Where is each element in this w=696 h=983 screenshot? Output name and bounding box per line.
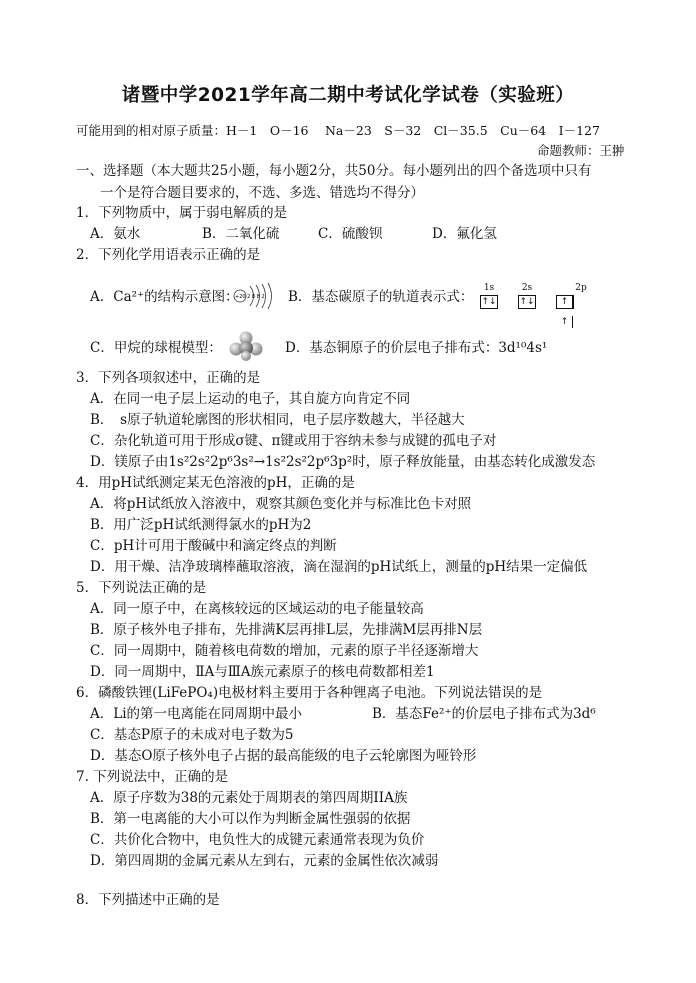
- question-2-option-b: B．基态碳原子的轨道表示式：: [288, 289, 474, 305]
- question-2-option-d: D．基态铜原子的价层电子排布式：3d¹⁰4s¹: [285, 340, 548, 356]
- orbital-2p-box: [556, 295, 574, 327]
- question-1-option-b: B．二氧化硫: [202, 226, 280, 242]
- ca-diagram-label: +20 2 8 8 2: [235, 294, 265, 300]
- question-8-stem: 8．下列描述中正确的是: [76, 892, 220, 908]
- question-1-option-d: D．氟化氢: [432, 226, 497, 242]
- question-5-option-c: C．同一周期中，随着核电荷数的增加，元素的原子半径逐渐增大: [90, 643, 479, 659]
- question-5-option-a: A．同一原子中，在离核较远的区域运动的电子能量较高: [90, 601, 424, 617]
- section-heading: 一、选择题（本大题共25小题，每小题2分，共50分。每小题列出的四个备选项中只有: [76, 163, 592, 179]
- orbital-2p-cell-2: ↑: [557, 316, 573, 328]
- question-2-stem: 2．下列化学用语表示正确的是: [76, 247, 261, 263]
- question-5-stem: 5．下列说法正确的是: [76, 580, 207, 596]
- question-7-option-a: A．原子序数为38的元素处于周期表的第四周期IIA族: [90, 790, 408, 806]
- question-7-stem: 7. 下列说法中，正确的是: [76, 769, 229, 785]
- exam-title: 诸暨中学2021学年高二期中考试化学试卷（实验班）: [121, 85, 575, 106]
- orbital-2s-cell: ↑↓: [519, 297, 535, 307]
- question-1-option-a: A．氨水: [90, 226, 141, 242]
- orbital-2p-cell-1: ↑: [557, 296, 573, 308]
- orbital-1s-box: [480, 295, 498, 309]
- question-6-option-d: D．基态O原子核外电子占据的最高能级的电子云轮廓图为哑铃形: [90, 748, 477, 764]
- methane-ball-stick-model: [228, 331, 264, 361]
- question-1-stem: 1．下列物质中，属于弱电解质的是: [76, 205, 288, 221]
- question-2-option-c: C．甲烷的球棍模型：: [90, 340, 222, 356]
- question-7-option-c: C．共价化合物中，电负性大的成键元素通常表现为负价: [90, 832, 425, 848]
- ca-ion-structure-diagram: [232, 281, 288, 311]
- question-6-option-b: B．基态Fe²⁺的价层电子排布式为3d⁶: [372, 706, 596, 722]
- question-3-option-b: B． s原子轨道轮廓图的形状相同，电子层序数越大，半径越大: [90, 412, 465, 428]
- question-5-option-d: D．同一周期中，ⅡA与ⅢA族元素原子的核电荷数都相差1: [90, 664, 435, 680]
- orbital-2p-cell-3: [557, 336, 573, 348]
- question-2-option-a: A．Ca²⁺的结构示意图：: [90, 289, 239, 305]
- question-3-option-c: C．杂化轨道可用于形成σ键、π键或用于容纳未参与成键的孤电子对: [90, 433, 497, 449]
- question-6-option-c: C．基态P原子的未成对电子数为5: [90, 727, 294, 743]
- orbital-1s-cell: ↑↓: [481, 297, 497, 307]
- question-6-stem: 6．磷酸铁锂(LiFePO₄)电极材料主要用于各种锂离子电池。下列说法错误的是: [76, 685, 543, 701]
- question-6-option-a: A．Li的第一电离能在同周期中最小: [90, 706, 303, 722]
- question-7-option-b: B．第一电离能的大小可以作为判断金属性强弱的依据: [90, 811, 411, 827]
- question-4-option-d: D．用干燥、洁净玻璃棒蘸取溶液，滴在湿润的pH试纸上，测量的pH结果一定偏低: [90, 559, 588, 575]
- question-5-option-b: B．原子核外电子排布，先排满K层再排L层，先排满M层再排N层: [90, 622, 483, 638]
- question-3-option-d: D．镁原子由1s²2s²2p⁶3s²→1s²2s²2p⁶3p²时，原子释放能量，由基态转化成激发态: [90, 454, 596, 470]
- question-4-option-c: C．pH计可用于酸碱中和滴定终点的判断: [90, 538, 337, 554]
- teacher-name: 命题教师：王翀: [537, 143, 625, 158]
- question-1-option-c: C．硫酸钡: [318, 226, 383, 242]
- question-4-stem: 4．用pH试纸测定某无色溶液的pH，正确的是: [76, 475, 355, 491]
- question-3-stem: 3．下列各项叙述中，正确的是: [76, 370, 261, 386]
- orbital-2s-box: [518, 295, 536, 309]
- question-4-option-a: A．将pH试纸放入溶液中，观察其颜色变化并与标准比色卡对照: [90, 496, 472, 512]
- orbital-2s-label: 2s: [521, 283, 533, 293]
- orbital-2p-label: 2p: [575, 283, 587, 293]
- orbital-1s-label: 1s: [483, 283, 495, 293]
- question-4-option-b: B．用广泛pH试纸测得氯水的pH为2: [90, 517, 312, 533]
- question-7-option-d: D．第四周期的金属元素从左到右，元素的金属性依次减弱: [90, 853, 439, 869]
- question-3-option-a: A．在同一电子层上运动的电子，其自旋方向肯定不同: [90, 391, 411, 407]
- section-heading-cont: 一个是符合题目要求的，不选、多选、错选均不得分）: [100, 185, 424, 201]
- atomic-masses: 可能用到的相对原子质量：H－1 O－16 Na－23 S－32 Cl－35.5 Cu－64 I－127: [76, 123, 600, 138]
